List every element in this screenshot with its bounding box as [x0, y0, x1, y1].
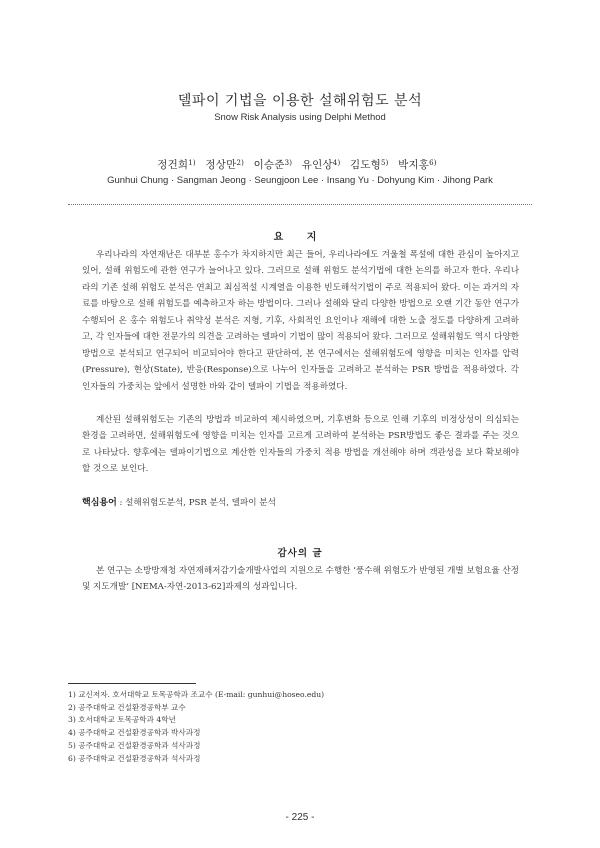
author-mark: 1) — [188, 159, 196, 167]
footnote: 2) 공주대학교 건설환경공학부 교수 — [68, 702, 186, 712]
footnote: 3) 호서대학교 토목공학과 4학년 — [68, 715, 176, 725]
author-name: 정상만 — [205, 159, 237, 171]
authors-english: Gunhui Chung · Sangman Jeong · Seungjoon Lee · Insang Yu · Dohyung Kim · Jihong Park — [107, 175, 493, 186]
footnote: 4) 공주대학교 건설환경공학과 박사과정 — [68, 728, 201, 738]
footnote: 5) 공주대학교 건설환경공학과 석사과정 — [68, 740, 201, 750]
author-mark: 6) — [429, 159, 437, 167]
keywords-text: : 설해위험도분석, PSR 분석, 델파이 분석 — [119, 498, 276, 508]
abstract-heading: 요 지 — [273, 232, 327, 243]
author-mark: 3) — [284, 159, 293, 167]
author-name: 정건희 — [157, 159, 189, 171]
acknowledgement-paragraph — [82, 563, 519, 596]
footnote-rule — [68, 683, 196, 684]
title-korean: 델파이 기법을 이용한 설해위험도 분석 — [177, 93, 423, 109]
keywords-label: 핵심용어 — [82, 498, 117, 508]
keywords — [82, 495, 519, 508]
authors-korean — [0, 157, 600, 172]
author-mark: 5) — [380, 159, 389, 167]
abstract-paragraph-2 — [82, 412, 519, 478]
author-mark: 4) — [332, 159, 341, 167]
author-name: 김도형 — [349, 159, 381, 171]
author-mark: 2) — [236, 159, 245, 167]
footnotes — [68, 689, 528, 765]
title-english: Snow Risk Analysis using Delphi Method — [214, 112, 386, 123]
acknowledgement-text: 본 연구는 소방방재청 자연재해저감기술개발사업의 지원으로 수행한 ‘풍수해 위험도가 반영된 개별 보험요율 산정 및 지도개발’ [NEMA-자연-2013-62]과제의 성과입니다. — [82, 566, 519, 593]
footnote: 6) 공주대학교 건설환경공학과 석사과정 — [68, 753, 201, 763]
author-name: 박지홍 — [398, 159, 430, 171]
author-name: 유인상 — [301, 159, 333, 171]
page-number: - 225 - — [285, 812, 315, 823]
abstract-paragraph-1 — [82, 247, 519, 395]
dotted-divider — [68, 204, 532, 205]
abstract-text: 계산된 설해위험도는 기존의 방법과 비교하여 제시하였으며, 기후변화 등으로 인해 기후의 비정상성이 의심되는 환경을 고려하면, 설해위험도에 영향을 미치는 인자를 고르게 고려하여 분석하는 PSR방법도 좋은 결과를 주는 것으로 나타났다. 향후에는 델파이기법으로 계산한 인자들의 가중치 적용 방법을 개선해야 하며 객관성을 보다 확보해야 할 것으로 보인다. — [82, 415, 519, 475]
footnote: 1) 교신저자. 호서대학교 토목공학과 조교수 (E-mail: gunhui@hoseo.edu) — [68, 690, 325, 699]
author-name: 이승준 — [253, 159, 285, 171]
acknowledgement-heading: 감사의 글 — [277, 548, 323, 559]
abstract-text: 우리나라의 자연재난은 대부분 홍수가 차지하지만 최근 들어, 우리나라에도 겨울철 폭설에 대한 관심이 높아지고 있어, 설해 위험도에 관한 연구가 늘어나고 있다. 그러므로 설해 위험도 분석기법에 대한 논의를 하고자 한다. 우리나라의 기존 설해 위험도 분석은 연최고 최심적설 시계열을 이용한 빈도해석기법이 주로 적용되어 왔다. 이는 과거의 자료를 바탕으로 설해 위험도를 예측하고자 하는 방법이다. 그러나 설해와 달리 다양한 방법으로 오랜 기간 동안 연구가 수행되어 온 홍수 위험도나 취약성 분석은 지형, 기후, 사회적인 요인이나 재해에 대한 노출 정도를 다양하게 고려하고, 각 인자들에 대한 전문가의 의견을 고려하는 델파이 기법이 많이 적용되어 왔다. 그러므로 설해위험도 역시 다양한 방법으로 분석되고 연구되어 비교되어야 한다고 판단하여, 본 연구에서는 설해위험도에 영향을 미치는 인자를 압력(Pressure), 현상(State), 반응(Response)으로 나누어 인자들을 고려하고 분석하는 PSR 방법을 적용하였다. 각 인자들의 가중치는 앞에서 설명한 바와 같이 델파이 기법을 적용하였다. — [82, 250, 519, 392]
